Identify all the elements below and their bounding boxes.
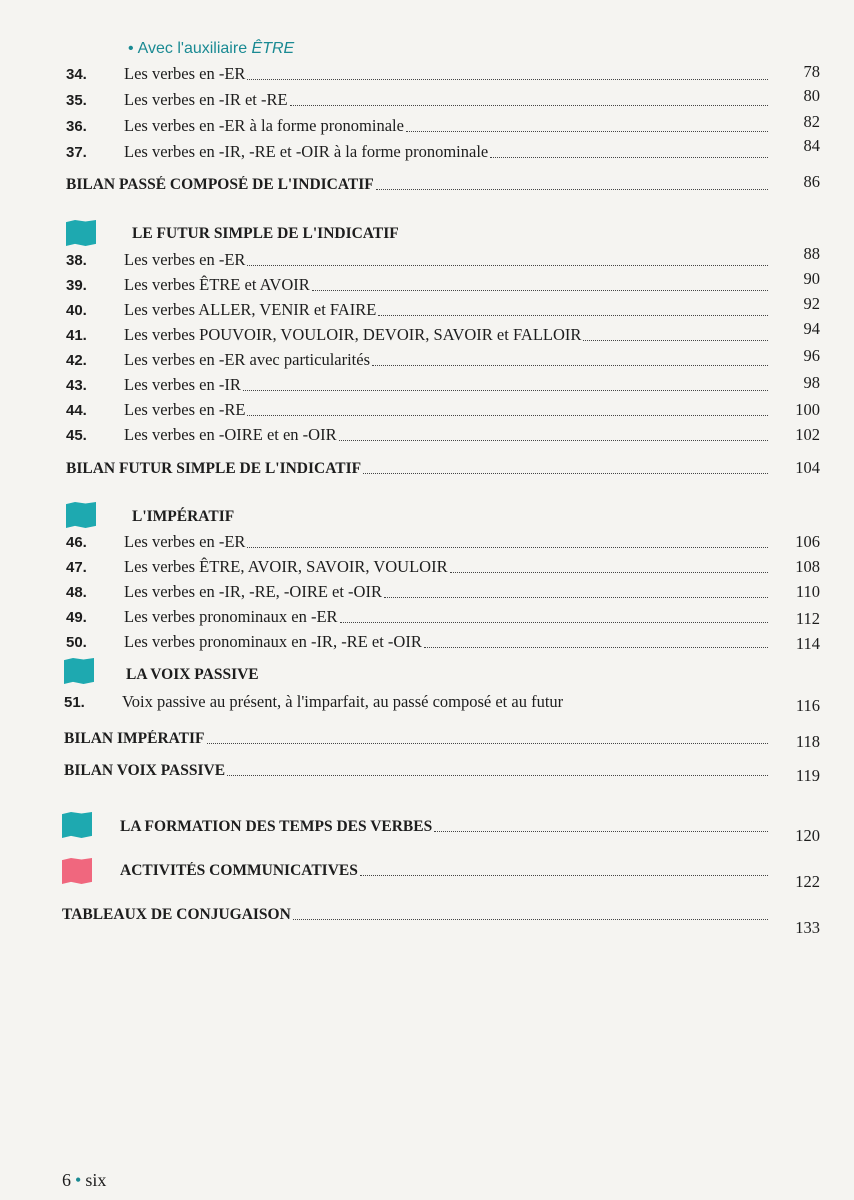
subsection-italic: ÊTRE bbox=[251, 40, 295, 57]
entry-page: 92 bbox=[803, 294, 820, 313]
entry-page: 102 bbox=[795, 425, 820, 444]
entry-label: Les verbes ÊTRE et AVOIR bbox=[124, 275, 310, 294]
entry-number: 38. bbox=[66, 252, 87, 269]
entry-label: Les verbes en -RE bbox=[124, 400, 246, 419]
subsection-text: Avec l'auxiliaire bbox=[137, 40, 252, 57]
teal-flag-icon bbox=[64, 658, 94, 684]
entry-label: Les verbes en -IR, -RE, -OIRE et -OIR bbox=[124, 582, 382, 601]
entry-label: Les verbes en -IR, -RE et -OIR à la forme pronominale bbox=[124, 142, 489, 161]
section-heading-futur: LE FUTUR SIMPLE DE L'INDICATIF bbox=[132, 225, 399, 242]
section-label: LA FORMATION DES TEMPS DES VERBES bbox=[120, 818, 433, 835]
leader-dots bbox=[583, 340, 768, 341]
toc-entry[interactable] bbox=[0, 294, 854, 322]
teal-flag-icon bbox=[66, 502, 96, 528]
entry-page: 82 bbox=[803, 112, 820, 131]
tableaux-label: TABLEAUX DE CONJUGAISON bbox=[62, 906, 291, 923]
toc-entry[interactable] bbox=[0, 62, 854, 86]
leader-dots bbox=[339, 440, 768, 441]
leader-dots bbox=[490, 157, 768, 158]
entry-page: 94 bbox=[803, 319, 820, 338]
entry-label: Les verbes en -OIRE et en -OIR bbox=[124, 425, 337, 444]
entry-number: 41. bbox=[66, 327, 87, 344]
toc-entry[interactable] bbox=[0, 348, 854, 372]
entry-number: 45. bbox=[66, 427, 87, 444]
entry-label: Les verbes POUVOIR, VOULOIR, DEVOIR, SAVOIR et FALLOIR bbox=[124, 325, 582, 344]
entry-number: 51. bbox=[64, 694, 85, 711]
bilan-label: BILAN PASSÉ COMPOSÉ DE L'INDICATIF bbox=[66, 176, 374, 193]
footer-page-number: 6 bbox=[62, 1170, 71, 1190]
toc-entry[interactable] bbox=[0, 269, 854, 297]
bilan-label: BILAN IMPÉRATIF bbox=[64, 730, 205, 747]
tableaux-entry[interactable] bbox=[0, 904, 854, 937]
section-heading-imperatif: L'IMPÉRATIF bbox=[132, 508, 235, 525]
entry-label: Les verbes en -IR et -RE bbox=[124, 90, 288, 109]
bilan-label: BILAN FUTUR SIMPLE DE L'INDICATIF bbox=[66, 460, 362, 477]
toc-entry[interactable] bbox=[0, 319, 854, 347]
entry-page: 110 bbox=[795, 582, 820, 601]
entry-number: 40. bbox=[66, 302, 87, 319]
toc-entry[interactable] bbox=[0, 244, 854, 272]
leader-dots bbox=[450, 572, 768, 573]
toc-entry[interactable] bbox=[0, 423, 854, 447]
entry-page: 80 bbox=[803, 86, 820, 105]
toc-entry[interactable] bbox=[0, 398, 854, 422]
section-entry-formation[interactable] bbox=[0, 816, 854, 845]
entry-page: 112 bbox=[795, 609, 820, 628]
teal-flag-icon bbox=[66, 220, 96, 246]
tableaux-page: 133 bbox=[795, 918, 820, 937]
entry-page: 108 bbox=[795, 557, 820, 576]
leader-dots bbox=[378, 315, 768, 316]
entry-label: Les verbes en -ER bbox=[124, 250, 246, 269]
section-page: 122 bbox=[795, 872, 820, 891]
leader-dots bbox=[290, 105, 768, 106]
bilan-page: 119 bbox=[795, 766, 820, 785]
entry-label: Voix passive au présent, à l'imparfait, au passé composé et au futur bbox=[122, 692, 564, 711]
leader-dots bbox=[247, 265, 768, 266]
section-label: ACTIVITÉS COMMUNICATIVES bbox=[120, 862, 358, 879]
entry-label: Les verbes en -ER bbox=[124, 532, 246, 551]
section-heading-voix-passive: LA VOIX PASSIVE bbox=[126, 666, 259, 683]
leader-dots bbox=[363, 473, 768, 474]
entry-page: 106 bbox=[795, 532, 820, 551]
toc-entry[interactable] bbox=[0, 373, 854, 397]
leader-dots bbox=[340, 622, 768, 623]
leader-dots bbox=[312, 290, 768, 291]
bilan-label: BILAN VOIX PASSIVE bbox=[64, 762, 226, 779]
leader-dots bbox=[243, 390, 768, 391]
entry-number: 37. bbox=[66, 144, 87, 161]
entry-page: 78 bbox=[803, 62, 820, 81]
entry-number: 49. bbox=[66, 609, 87, 626]
entry-page: 100 bbox=[795, 400, 820, 419]
footer-dot: • bbox=[75, 1170, 82, 1190]
entry-page: 116 bbox=[795, 696, 820, 715]
entry-number: 36. bbox=[66, 118, 87, 135]
entry-label: Les verbes en -IR bbox=[124, 375, 241, 394]
bilan-page: 118 bbox=[795, 732, 820, 751]
toc-entry[interactable] bbox=[0, 530, 854, 554]
entry-label: Les verbes ÊTRE, AVOIR, SAVOIR, VOULOIR bbox=[124, 557, 448, 576]
page-footer bbox=[62, 1170, 106, 1191]
entry-page: 90 bbox=[803, 269, 820, 288]
entry-number: 42. bbox=[66, 352, 87, 369]
leader-dots bbox=[406, 131, 768, 132]
bilan-page: 86 bbox=[803, 172, 820, 191]
leader-dots bbox=[372, 365, 768, 366]
entry-number: 43. bbox=[66, 377, 87, 394]
entry-page: 84 bbox=[803, 136, 820, 155]
bilan-entry[interactable] bbox=[0, 174, 854, 198]
toc-entry[interactable] bbox=[0, 114, 854, 138]
entry-number: 47. bbox=[66, 559, 87, 576]
subsection-heading bbox=[128, 40, 294, 58]
toc-entry[interactable] bbox=[0, 580, 854, 604]
entry-label: Les verbes en -ER bbox=[124, 64, 246, 83]
entry-page: 114 bbox=[795, 634, 820, 653]
leader-dots bbox=[247, 79, 768, 80]
leader-dots bbox=[424, 647, 768, 648]
leader-dots bbox=[376, 189, 768, 190]
entry-label: Les verbes pronominaux en -ER bbox=[124, 607, 338, 626]
entry-page: 88 bbox=[803, 244, 820, 263]
leader-dots bbox=[207, 743, 768, 744]
section-entry-activites[interactable] bbox=[0, 860, 854, 891]
bullet: • bbox=[128, 40, 134, 57]
entry-number: 46. bbox=[66, 534, 87, 551]
footer-page-word: six bbox=[85, 1170, 107, 1190]
bilan-entry[interactable] bbox=[0, 760, 854, 784]
toc-entry[interactable] bbox=[0, 605, 854, 629]
entry-number: 34. bbox=[66, 66, 87, 83]
leader-dots bbox=[434, 831, 768, 832]
leader-dots bbox=[247, 547, 768, 548]
entry-page: 98 bbox=[803, 373, 820, 392]
entry-label: Les verbes en -ER à la forme pronominale bbox=[124, 116, 404, 135]
leader-dots bbox=[293, 919, 768, 920]
entry-number: 44. bbox=[66, 402, 87, 419]
entry-label: Les verbes en -ER avec particularités bbox=[124, 350, 371, 369]
entry-number: 48. bbox=[66, 584, 87, 601]
leader-dots bbox=[227, 775, 768, 776]
leader-dots bbox=[384, 597, 768, 598]
entry-number: 35. bbox=[66, 92, 87, 109]
toc-entry[interactable] bbox=[0, 555, 854, 579]
bilan-entry[interactable] bbox=[0, 458, 854, 482]
entry-number: 50. bbox=[66, 634, 87, 651]
toc-entry[interactable] bbox=[0, 136, 854, 164]
leader-dots bbox=[247, 415, 768, 416]
entry-label: Les verbes pronominaux en -IR, -RE et -OIR bbox=[124, 632, 422, 651]
leader-dots bbox=[360, 875, 768, 876]
bilan-entry[interactable] bbox=[0, 728, 854, 752]
toc-entry[interactable] bbox=[0, 88, 854, 112]
entry-label: Les verbes ALLER, VENIR et FAIRE bbox=[124, 300, 377, 319]
toc-entry[interactable] bbox=[0, 690, 854, 714]
section-page: 120 bbox=[795, 826, 820, 845]
bilan-page: 104 bbox=[795, 458, 820, 477]
toc-entry[interactable] bbox=[0, 630, 854, 654]
entry-number: 39. bbox=[66, 277, 87, 294]
entry-page: 96 bbox=[803, 346, 820, 365]
